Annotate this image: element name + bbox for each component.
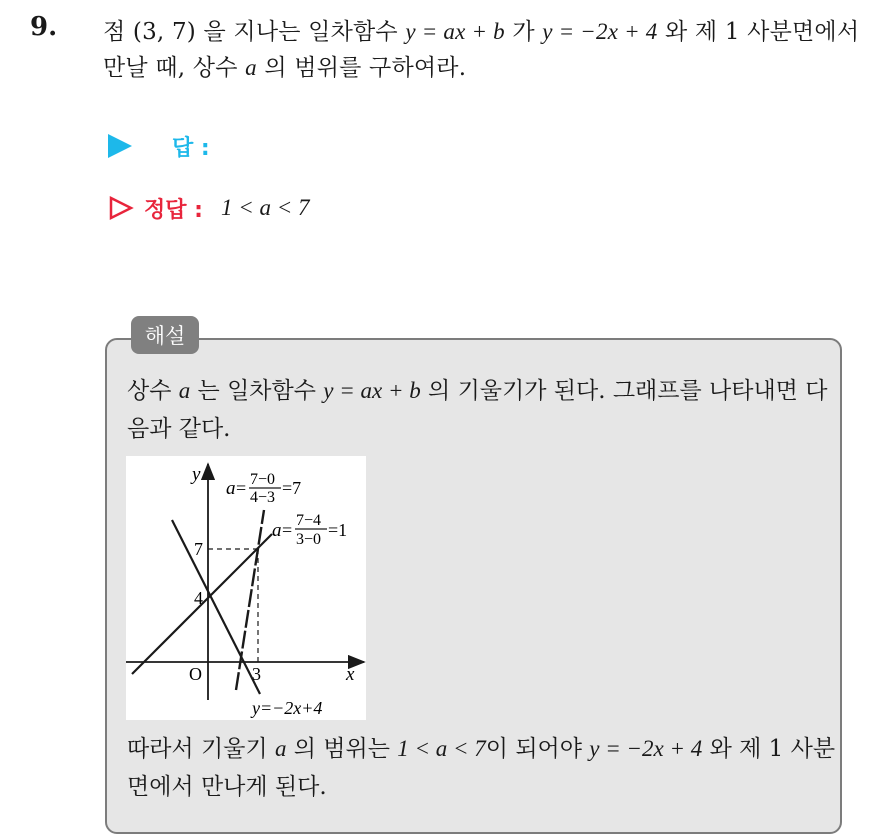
explanation-text-part: 따라서 기울기 bbox=[127, 736, 275, 762]
question-variable: a bbox=[245, 55, 257, 80]
explanation-equation: y = ax + b bbox=[323, 378, 421, 403]
tick-label-3: 3 bbox=[252, 664, 261, 684]
y-axis-label: y bbox=[192, 464, 201, 485]
annotation-1-denominator: 4−3 bbox=[250, 489, 276, 506]
question-equation: y = −2x + 4 bbox=[542, 19, 658, 44]
question-text bbox=[103, 14, 873, 86]
explanation-text-part: 는 일차함수 bbox=[190, 378, 324, 404]
annotation-2-equals: = bbox=[282, 520, 293, 540]
correct-answer-label: 정답 : bbox=[144, 197, 203, 223]
annotation-1-variable: a bbox=[226, 478, 236, 499]
annotation-2-variable: a bbox=[272, 520, 282, 541]
annotation-2-denominator: 3−0 bbox=[296, 531, 322, 548]
question-text-part: 와 제 1 사분면에서 만날 때, 상수 bbox=[103, 19, 860, 81]
line-equation-label: y=−2x+4 bbox=[252, 698, 323, 718]
graph-svg bbox=[126, 456, 366, 720]
annotation-1-numerator: 7−0 bbox=[250, 471, 276, 488]
annotation-1-value: =7 bbox=[282, 478, 302, 498]
explanation-inequality: 1 < a < 7 bbox=[397, 736, 486, 761]
outline-triangle-icon bbox=[108, 195, 134, 221]
answer-row bbox=[108, 128, 210, 164]
answer-label: 답 : bbox=[172, 135, 210, 161]
correct-answer-value: 1 < a < 7 bbox=[220, 195, 310, 220]
explanation-text-part: 의 범위는 bbox=[286, 736, 398, 762]
annotation-1-equals: = bbox=[236, 478, 247, 498]
tick-label-4: 4 bbox=[194, 588, 203, 608]
graph-figure bbox=[126, 456, 366, 720]
line-neg2x-plus-4 bbox=[172, 520, 260, 694]
annotation-2-numerator: 7−4 bbox=[296, 512, 322, 529]
origin-label: O bbox=[189, 664, 202, 684]
tick-label-7: 7 bbox=[194, 539, 203, 559]
question-equation: y = ax + b bbox=[405, 19, 505, 44]
line-slope-7 bbox=[236, 510, 264, 690]
explanation-text-part: 와 제 1 사분면에서 만나게 된다. bbox=[127, 736, 836, 800]
explanation-paragraph-1 bbox=[127, 372, 837, 448]
question-text-part: 의 범위를 구하여라. bbox=[256, 55, 467, 81]
x-axis-label: x bbox=[346, 664, 355, 685]
explanation-variable: a bbox=[178, 378, 191, 403]
question-text-part: 가 bbox=[504, 19, 543, 45]
explanation-text-part: 의 기울기가 된다. 그래프를 나타내면 다음과 같다. bbox=[127, 378, 828, 442]
play-triangle-icon bbox=[108, 134, 132, 158]
question-text-part: 점 (3, 7) 을 지나는 일차함수 bbox=[103, 19, 406, 45]
explanation-text-part: 이 되어야 bbox=[485, 736, 590, 762]
annotation-2-value: =1 bbox=[328, 520, 348, 540]
explanation-text-part: 상수 bbox=[127, 378, 179, 404]
explanation-variable: a bbox=[274, 736, 287, 761]
explanation-paragraph-2 bbox=[127, 730, 837, 806]
question-number: 9. bbox=[30, 12, 58, 42]
explanation-equation: y = −2x + 4 bbox=[589, 736, 703, 761]
correct-answer-row bbox=[108, 190, 310, 226]
explanation-tag: 해설 bbox=[131, 316, 199, 354]
